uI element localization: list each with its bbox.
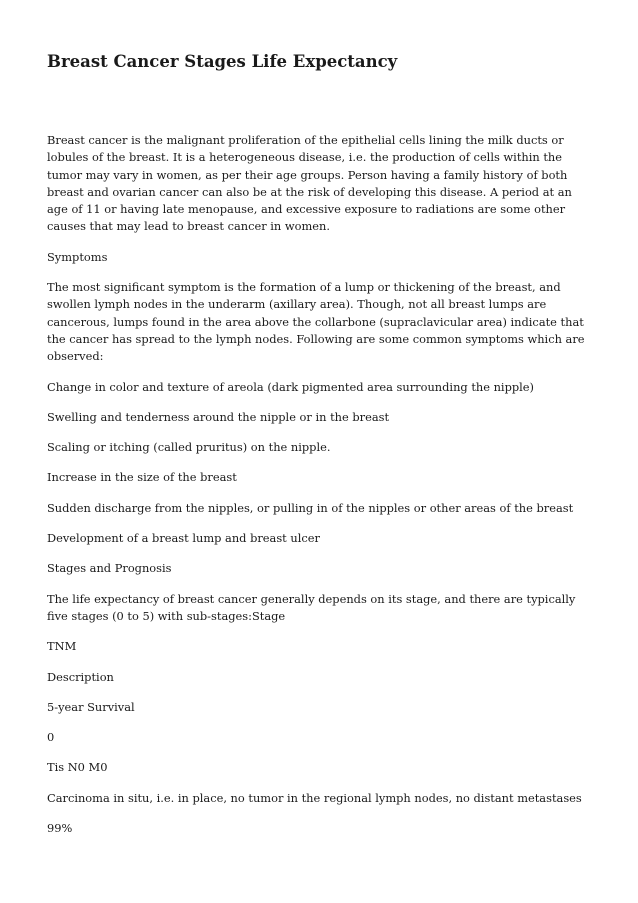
table-cell-stage: 0 <box>47 730 55 745</box>
symptom-item: Swelling and tenderness around the nipple or in the breast <box>47 409 390 424</box>
intro-paragraph: Breast cancer is the malignant proliferation of the epithelial cells lining the milk ducts or lobules of the breast. It is a heterogeneous disease, i.e. the production of cells within the tumor may vary in women, as per their age groups. Person having a family history of both breast and ovarian cancer can also be at the risk of developing this disease. A period at an age of 11 or having late menopause, and excessive exposure to radiations are some other causes that may lead to breast cancer in women. <box>47 133 572 234</box>
table-header-tnm: TNM <box>47 639 77 654</box>
symptom-item: Change in color and texture of areola (dark pigmented area surrounding the nipple) <box>47 379 534 394</box>
stages-heading: Stages and Prognosis <box>47 561 172 576</box>
table-cell-survival: 99% <box>47 821 73 836</box>
symptoms-heading: Symptoms <box>47 249 108 264</box>
stages-paragraph: The life expectancy of breast cancer generally depends on its stage, and there are typically five stages (0 to 5) with sub-stages:Stage <box>47 591 576 623</box>
symptoms-paragraph: The most significant symptom is the formation of a lump or thickening of the breast, and swollen lymph nodes in the underarm (axillary area). Though, not all breast lumps are cancerous, lumps found in the area above the collarbone (supraclavicular area) indicate that the cancer has spread to the lymph nodes. Following are some common symptoms which are observed: <box>47 280 585 364</box>
symptom-item: Sudden discharge from the nipples, or pulling in of the nipples or other areas of the breast <box>47 500 574 515</box>
table-cell-tnm: Tis N0 M0 <box>47 760 108 775</box>
symptom-item: Scaling or itching (called pruritus) on the nipple. <box>47 440 331 455</box>
table-header-survival: 5-year Survival <box>47 699 135 714</box>
table-cell-description: Carcinoma in situ, i.e. in place, no tumor in the regional lymph nodes, no distant metastases <box>47 790 582 805</box>
table-header-description: Description <box>47 669 114 684</box>
symptom-item: Increase in the size of the breast <box>47 470 237 485</box>
document-title: Breast Cancer Stages Life Expectancy <box>47 52 398 71</box>
symptom-item: Development of a breast lump and breast ulcer <box>47 531 320 546</box>
document-body <box>47 132 595 850</box>
